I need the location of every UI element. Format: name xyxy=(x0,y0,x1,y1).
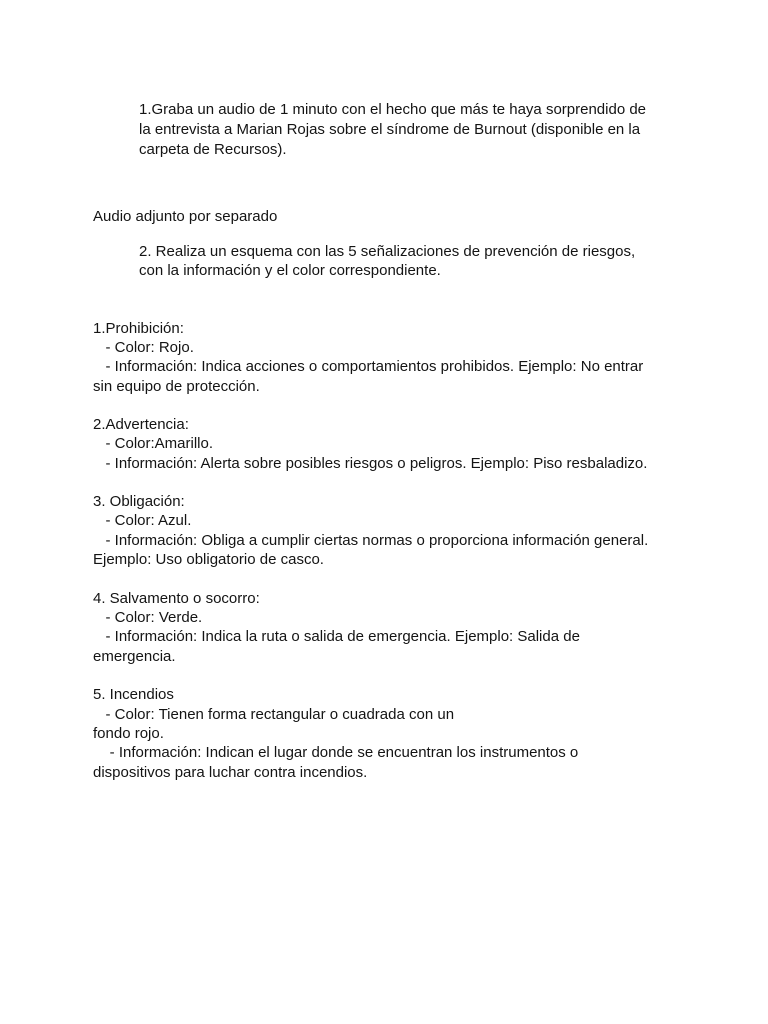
sign-1-info-cont: sin equipo de protección. xyxy=(93,378,260,395)
sign-3-color: - Color: Azul. xyxy=(93,512,192,529)
sign-5-info: - Información: Indican el lugar donde se encuentran los instrumentos o xyxy=(93,744,579,761)
task2-line-2: con la información y el color correspondiente. xyxy=(139,262,441,279)
sign-2-info: - Información: Alerta sobre posibles riesgos o peligros. Ejemplo: Piso resbaladizo. xyxy=(93,455,648,472)
sign-4-color: - Color: Verde. xyxy=(93,609,203,626)
sign-1-title: 1.Prohibición: xyxy=(93,320,184,337)
sign-4-info-cont: emergencia. xyxy=(93,648,176,665)
sign-4-info: - Información: Indica la ruta o salida de emergencia. Ejemplo: Salida de xyxy=(93,628,580,645)
audio-note: Audio adjunto por separado xyxy=(93,208,278,225)
task1-line-1: 1.Graba un audio de 1 minuto con el hecho que más te haya sorprendido de xyxy=(139,101,647,118)
sign-3-info: - Información: Obliga a cumplir ciertas normas o proporciona información general. xyxy=(93,532,649,549)
sign-2-color: - Color:Amarillo. xyxy=(93,435,214,452)
sign-5-info-cont: dispositivos para luchar contra incendios. xyxy=(93,764,368,781)
task1-line-2: la entrevista a Marian Rojas sobre el síndrome de Burnout (disponible en la xyxy=(139,121,641,138)
sign-2-title: 2.Advertencia: xyxy=(93,416,189,433)
task1-line-3: carpeta de Recursos). xyxy=(139,141,287,158)
sign-1-color: - Color: Rojo. xyxy=(93,339,194,356)
sign-1-info: - Información: Indica acciones o comportamientos prohibidos. Ejemplo: No entrar xyxy=(93,358,644,375)
sign-5-title: 5. Incendios xyxy=(93,686,174,703)
sign-3-title: 3. Obligación: xyxy=(93,493,185,510)
sign-5-color-cont: fondo rojo. xyxy=(93,725,164,742)
sign-4-title: 4. Salvamento o socorro: xyxy=(93,590,260,607)
sign-5-color: - Color: Tienen forma rectangular o cuadrada con un xyxy=(93,706,455,723)
sign-3-info-cont: Ejemplo: Uso obligatorio de casco. xyxy=(93,551,324,568)
task2-line-1: 2. Realiza un esquema con las 5 señalizaciones de prevención de riesgos, xyxy=(139,243,636,260)
